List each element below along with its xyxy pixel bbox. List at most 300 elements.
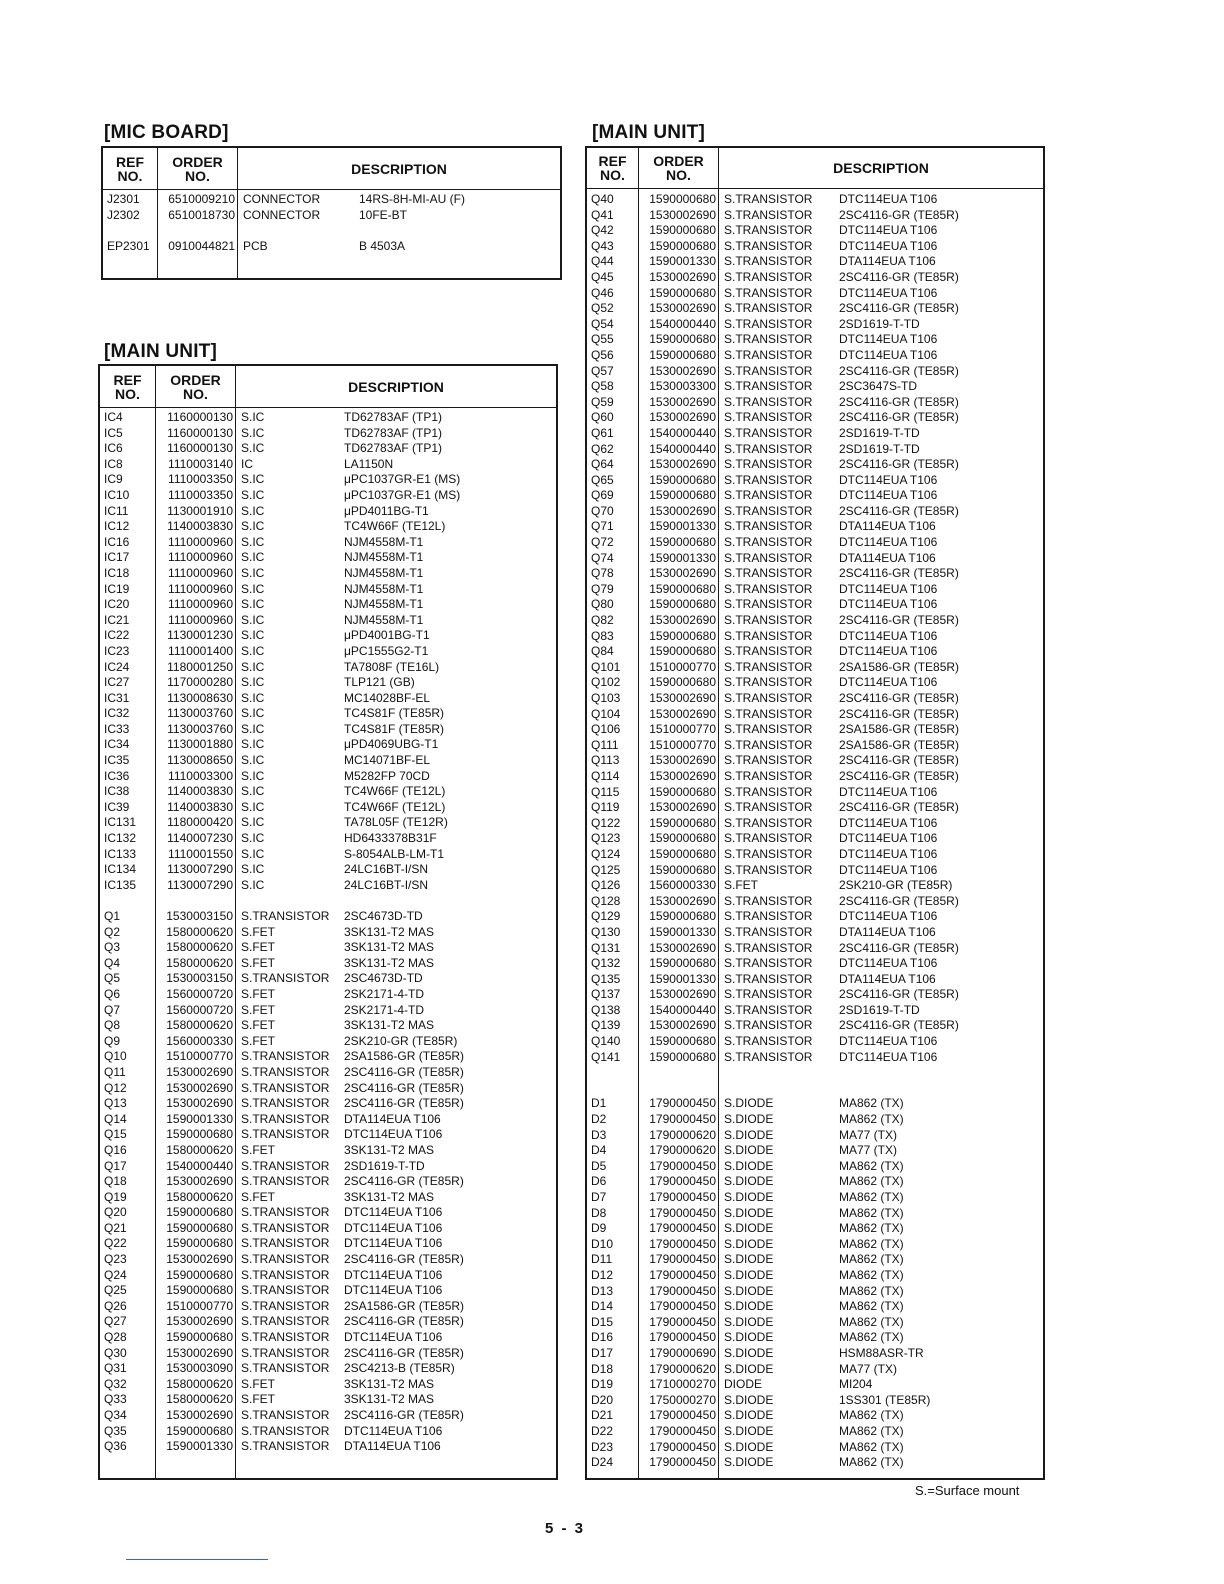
table-row — [100, 1252, 556, 1268]
part-type-cell: S.FET — [241, 1142, 276, 1157]
part-number-cell: μPC1037GR-E1 (MS) — [344, 472, 461, 487]
part-number-cell: 2SC4116-GR (TE85R) — [839, 940, 959, 955]
part-type-cell: S.TRANSISTOR — [241, 1111, 330, 1126]
part-number-cell: 2SC4116-GR (TE85R) — [344, 1408, 464, 1422]
part-number-cell: 2SC4116-GR (TE85R) — [344, 1314, 464, 1329]
ref-cell: Q19 — [104, 1189, 127, 1204]
part-number-cell: 2SK210-GR (TE85R) — [344, 1033, 458, 1048]
order-number-cell: 1790000450 — [649, 1408, 716, 1423]
ref-cell: Q24 — [104, 1267, 127, 1282]
table-row — [587, 504, 1043, 520]
order-number-cell: 1590000680 — [649, 581, 716, 596]
order-number-cell: 1790000620 — [649, 1361, 716, 1376]
table-row — [100, 784, 556, 800]
part-type-cell: S.IC — [241, 643, 265, 658]
order-number-cell: 1590000680 — [166, 1220, 233, 1235]
order-number-cell: 1590000680 — [649, 831, 716, 846]
part-type-cell: S.TRANSISTOR — [724, 753, 813, 768]
part-number-cell: 2SA1586-GR (TE85R) — [344, 1049, 465, 1064]
part-type-cell: S.DIODE — [724, 1455, 774, 1470]
part-type-cell: S.TRANSISTOR — [724, 831, 813, 846]
header-ref: REF NO. — [116, 153, 144, 184]
part-type-cell: S.IC — [241, 815, 265, 830]
part-number-cell: 2SC4116-GR (TE85R) — [839, 753, 959, 768]
part-number-cell: 2SK2171-4-TD — [344, 1002, 425, 1017]
header-ref: REF NO. — [598, 153, 627, 183]
order-number-cell: 1530002690 — [649, 940, 716, 955]
part-type-cell: S.FET — [724, 878, 759, 893]
part-number-cell: DTC114EUA T106 — [839, 223, 938, 238]
table-row — [587, 395, 1043, 411]
part-number-cell: DTC114EUA T106 — [839, 831, 938, 846]
table-row — [103, 223, 560, 239]
part-number-cell: MA862 (TX) — [839, 1190, 904, 1204]
order-number-cell: 1790000450 — [649, 1205, 716, 1220]
ref-cell: Q44 — [591, 254, 614, 269]
order-number-cell: 1530002690 — [166, 1408, 233, 1422]
part-number-cell: TD62783AF (TP1) — [344, 425, 443, 440]
part-type-cell: S.TRANSISTOR — [241, 1049, 330, 1064]
ref-cell: Q12 — [104, 1080, 127, 1095]
table-row — [587, 1190, 1043, 1206]
part-type-cell: S.TRANSISTOR — [724, 784, 813, 799]
part-type-cell: S.DIODE — [724, 1112, 774, 1127]
table-row — [100, 722, 556, 738]
part-type-cell: CONNECTOR — [243, 192, 321, 206]
part-type-cell: S.IC — [241, 441, 265, 456]
part-number-cell: DTC114EUA T106 — [839, 597, 938, 612]
table-row — [100, 831, 556, 847]
table-row — [587, 753, 1043, 769]
order-number-cell: 1590000680 — [649, 472, 716, 487]
order-number-cell: 1530002690 — [166, 1345, 233, 1360]
table-row — [587, 317, 1043, 333]
order-number-cell: 1160000130 — [167, 425, 233, 440]
part-number-cell: DTC114EUA T106 — [839, 488, 938, 503]
order-number-cell: 1590000680 — [649, 846, 716, 861]
table-row — [587, 332, 1043, 348]
ref-cell: Q59 — [591, 394, 614, 409]
table-row — [100, 550, 556, 566]
order-number-cell: 1590000680 — [166, 1127, 233, 1142]
table-row — [587, 1143, 1043, 1159]
ref-cell: IC131 — [104, 815, 137, 830]
part-number-cell: 2SC4116-GR (TE85R) — [344, 1096, 464, 1111]
ref-cell: Q33 — [104, 1392, 127, 1407]
order-number-cell: 1580000620 — [166, 924, 233, 939]
ref-cell: Q115 — [591, 784, 620, 799]
table-row — [100, 1112, 556, 1128]
table-row — [100, 582, 556, 598]
part-type-cell: S.TRANSISTOR — [724, 316, 813, 331]
ref-cell: IC33 — [104, 721, 130, 736]
part-number-cell: M5282FP 70CD — [344, 768, 430, 783]
table-row — [587, 956, 1043, 972]
order-number-cell: 1710000270 — [649, 1377, 716, 1392]
table-row — [587, 270, 1043, 286]
part-type-cell: S.DIODE — [724, 1174, 774, 1189]
part-number-cell: DTC114EUA T106 — [839, 472, 938, 487]
ref-cell: Q16 — [104, 1142, 127, 1157]
ref-cell: J2301 — [107, 192, 140, 206]
order-number-cell: 1590000680 — [649, 815, 716, 830]
part-number-cell: TA78L05F (TE12R) — [344, 815, 448, 830]
part-type-cell: S.IC — [241, 597, 265, 612]
order-number-cell: 1510000770 — [649, 722, 716, 737]
table-row — [587, 800, 1043, 816]
ref-cell: Q79 — [591, 581, 614, 596]
order-number-cell: 1790000450 — [649, 1190, 716, 1204]
order-number-cell: 1790000450 — [649, 1174, 716, 1189]
header-order: ORDER NO. — [170, 371, 221, 402]
table-row — [587, 1112, 1043, 1128]
table-row — [100, 769, 556, 785]
ref-cell: Q104 — [591, 706, 621, 721]
ref-cell: IC16 — [104, 534, 130, 549]
part-number-cell: μPD4069UBG-T1 — [344, 737, 439, 752]
order-number-cell: 1590001330 — [649, 254, 716, 269]
table-row — [100, 1018, 556, 1034]
table-row — [100, 1361, 556, 1377]
table-row — [100, 1392, 556, 1408]
table-row — [100, 660, 556, 676]
part-number-cell: 2SC4116-GR (TE85R) — [344, 1174, 464, 1189]
part-type-cell: S.TRANSISTOR — [724, 675, 813, 690]
part-number-cell: 2SC4116-GR (TE85R) — [839, 394, 959, 409]
part-type-cell: S.TRANSISTOR — [724, 301, 813, 316]
order-number-cell: 1540000440 — [649, 441, 716, 456]
part-number-cell: 2SC4116-GR (TE85R) — [839, 457, 959, 472]
part-type-cell: S.DIODE — [724, 1236, 774, 1251]
ref-cell: IC17 — [104, 550, 130, 565]
table-row — [100, 472, 556, 488]
part-number-cell: 2SD1619-T-TD — [839, 425, 920, 440]
part-type-cell: S.IC — [241, 503, 265, 518]
order-number-cell: 1590000680 — [649, 628, 716, 643]
ref-cell: Q65 — [591, 472, 614, 487]
part-number-cell: 2SC4116-GR (TE85R) — [839, 207, 959, 222]
part-number-cell: 2SD1619-T-TD — [344, 1158, 425, 1173]
order-number-cell: 1530002690 — [649, 269, 716, 284]
part-number-cell: 2SC4116-GR (TE85R) — [839, 613, 959, 628]
order-number-cell: 1530002690 — [649, 566, 716, 581]
table-row — [103, 192, 560, 208]
part-type-cell: S.TRANSISTOR — [724, 347, 813, 362]
part-type-cell: S.IC — [241, 659, 265, 674]
order-number-cell: 1590000680 — [166, 1267, 233, 1282]
part-type-cell: S.TRANSISTOR — [724, 971, 813, 986]
part-number-cell: NJM4558M-T1 — [344, 550, 424, 565]
part-type-cell: S.TRANSISTOR — [724, 1018, 813, 1033]
part-number-cell: HSM88ASR-TR — [839, 1345, 924, 1360]
order-number-cell: 1580000620 — [166, 955, 233, 970]
table-row — [100, 909, 556, 925]
part-number-cell: TD62783AF (TP1) — [344, 410, 443, 424]
part-number-cell: DTC114EUA T106 — [839, 815, 938, 830]
part-number-cell: MC14028BF-EL — [344, 690, 431, 705]
ref-cell: Q21 — [104, 1220, 127, 1235]
part-type-cell: S.DIODE — [724, 1423, 774, 1438]
order-number-cell: 1560000330 — [166, 1033, 233, 1048]
part-number-cell: TC4S81F (TE85R) — [344, 706, 445, 721]
part-type-cell: S.TRANSISTOR — [241, 1314, 330, 1329]
part-number-cell: MA862 (TX) — [839, 1112, 904, 1127]
ref-cell: Q22 — [104, 1236, 127, 1251]
table-row — [587, 473, 1043, 489]
ref-cell: Q60 — [591, 410, 614, 425]
table-row — [100, 1236, 556, 1252]
order-number-cell: 1110001400 — [168, 643, 233, 658]
table-row — [100, 1439, 556, 1455]
part-number-cell: DTA114EUA T106 — [839, 971, 936, 986]
order-number-cell: 1530002690 — [649, 207, 716, 222]
header-order: ORDER NO. — [653, 153, 704, 183]
order-number-cell: 1510000770 — [649, 659, 716, 674]
order-number-cell: 1530002690 — [166, 1174, 233, 1189]
part-number-cell: DTC114EUA T106 — [839, 1034, 938, 1049]
ref-cell: IC18 — [104, 565, 130, 580]
ref-cell: EP2301 — [107, 238, 150, 253]
order-number-cell: 1530002690 — [649, 410, 716, 425]
part-type-cell: S.IC — [241, 487, 265, 502]
part-number-cell: 3SK131-T2 MAS — [344, 955, 435, 970]
part-type-cell: S.TRANSISTOR — [724, 254, 813, 269]
part-number-cell: 2SA1586-GR (TE85R) — [839, 659, 960, 674]
order-number-cell: 1540000440 — [649, 1002, 716, 1017]
part-number-cell: 2SC4116-GR (TE85R) — [839, 800, 959, 815]
part-number-cell: μPD4011BG-T1 — [344, 503, 429, 518]
table-row — [587, 909, 1043, 925]
order-number-cell: 1130007290 — [167, 862, 233, 877]
table-row — [587, 426, 1043, 442]
table-row — [587, 239, 1043, 255]
part-number-cell: 2SC4116-GR (TE85R) — [344, 1345, 464, 1360]
table-row — [100, 488, 556, 504]
part-type-cell: S.TRANSISTOR — [724, 550, 813, 565]
mic-board-title: [MIC BOARD] — [104, 122, 229, 143]
table-row — [100, 1174, 556, 1190]
order-number-cell: 1530002690 — [649, 1018, 716, 1033]
part-number-cell: 2SK210-GR (TE85R) — [839, 878, 953, 893]
order-number-cell: 1790000690 — [649, 1345, 716, 1360]
ref-cell: Q114 — [591, 768, 620, 783]
table-row — [103, 239, 560, 255]
table-row — [100, 1190, 556, 1206]
part-number-cell: 3SK131-T2 MAS — [344, 1189, 435, 1204]
table-row — [100, 504, 556, 520]
ref-cell: D22 — [591, 1423, 614, 1438]
table-row — [100, 644, 556, 660]
part-number-cell: MA862 (TX) — [839, 1283, 904, 1298]
part-type-cell: S.IC — [241, 721, 265, 736]
table-row — [100, 1314, 556, 1330]
part-number-cell: DTC114EUA T106 — [839, 784, 938, 799]
part-type-cell: S.TRANSISTOR — [724, 659, 813, 674]
table-row — [100, 566, 556, 582]
part-type-cell: S.TRANSISTOR — [724, 394, 813, 409]
part-type-cell: S.TRANSISTOR — [724, 535, 813, 550]
part-type-cell: S.IC — [241, 628, 265, 643]
part-type-cell: S.TRANSISTOR — [724, 956, 813, 971]
ref-cell: D2 — [591, 1112, 607, 1127]
part-type-cell: S.FET — [241, 940, 276, 955]
part-type-cell: S.IC — [241, 753, 265, 768]
ref-cell: D8 — [591, 1205, 607, 1220]
part-number-cell: DTC114EUA T106 — [839, 332, 938, 347]
table-row — [100, 706, 556, 722]
part-number-cell: MA862 (TX) — [839, 1455, 904, 1470]
table-row — [100, 613, 556, 629]
part-type-cell: S.FET — [241, 1189, 276, 1204]
order-number-cell: 1590000680 — [649, 285, 716, 300]
table-row — [587, 223, 1043, 239]
ref-cell: Q119 — [591, 800, 620, 815]
table-body — [587, 192, 1043, 1471]
part-type-cell: S.FET — [241, 1018, 276, 1033]
order-number-cell: 1790000450 — [649, 1330, 716, 1345]
table-row — [587, 1408, 1043, 1424]
table-row — [587, 1284, 1043, 1300]
part-number-cell: DTC114EUA T106 — [839, 675, 938, 690]
ref-cell: D3 — [591, 1127, 607, 1142]
order-number-cell: 1530003150 — [166, 909, 233, 923]
part-number-cell: DTA114EUA T106 — [344, 1439, 441, 1454]
part-number-cell: MA862 (TX) — [839, 1330, 904, 1345]
ref-cell: Q72 — [591, 535, 614, 550]
table-row — [587, 987, 1043, 1003]
order-number-cell: 1590001330 — [649, 924, 716, 939]
table-row — [587, 1065, 1043, 1081]
part-type-cell: S.TRANSISTOR — [724, 644, 813, 659]
table-row — [587, 878, 1043, 894]
part-type-cell: S.TRANSISTOR — [724, 238, 813, 253]
table-row — [587, 1018, 1043, 1034]
part-number-cell: TC4W66F (TE12L) — [344, 784, 446, 799]
part-type-cell: S.IC — [241, 831, 265, 846]
table-row — [587, 769, 1043, 785]
ref-cell: Q3 — [104, 940, 121, 955]
part-type-cell: S.TRANSISTOR — [241, 1267, 330, 1282]
part-number-cell: 2SC4673D-TD — [344, 909, 423, 923]
table-row — [100, 1096, 556, 1112]
part-number-cell: TC4W66F (TE12L) — [344, 799, 446, 814]
part-number-cell: 24LC16BT-I/SN — [344, 862, 429, 877]
header-description: DESCRIPTION — [351, 160, 447, 177]
ref-cell: D18 — [591, 1361, 614, 1376]
order-number-cell: 1580000620 — [166, 1376, 233, 1391]
table-row — [587, 208, 1043, 224]
order-number-cell: 1110003350 — [168, 487, 233, 502]
ref-cell: Q135 — [591, 971, 621, 986]
ref-cell: Q129 — [591, 909, 621, 924]
part-number-cell: MA862 (TX) — [839, 1205, 904, 1220]
order-number-cell: 1590000680 — [649, 784, 716, 799]
table-row — [100, 1143, 556, 1159]
ref-cell: Q139 — [591, 1018, 621, 1033]
order-number-cell: 1590000680 — [166, 1330, 233, 1345]
part-number-cell: DTC114EUA T106 — [839, 347, 938, 362]
part-type-cell: CONNECTOR — [243, 207, 321, 222]
ref-cell: Q101 — [591, 659, 621, 674]
part-number-cell: DTC114EUA T106 — [839, 956, 938, 971]
order-number-cell: 1590000680 — [649, 535, 716, 550]
part-number-cell: 2SC4116-GR (TE85R) — [839, 410, 959, 425]
part-type-cell: S.TRANSISTOR — [241, 1127, 330, 1142]
order-number-cell: 1140003830 — [167, 784, 233, 799]
table-row — [100, 457, 556, 473]
ref-cell: IC19 — [104, 581, 130, 596]
table-row — [100, 956, 556, 972]
part-type-cell: S.IC — [241, 472, 265, 487]
order-number-cell: 1790000450 — [649, 1439, 716, 1454]
table-row — [587, 831, 1043, 847]
part-type-cell: S.DIODE — [724, 1361, 774, 1376]
part-type-cell: S.IC — [241, 690, 265, 705]
ref-cell: D19 — [591, 1377, 614, 1392]
order-number-cell: 1540000440 — [649, 425, 716, 440]
ref-cell: IC4 — [104, 410, 123, 424]
part-number-cell: 2SC4116-GR (TE85R) — [839, 363, 959, 378]
table-row — [100, 1330, 556, 1346]
table-row — [100, 597, 556, 613]
header-description: DESCRIPTION — [348, 378, 444, 395]
part-type-cell: S.TRANSISTOR — [724, 566, 813, 581]
table-row — [100, 737, 556, 753]
table-row — [587, 1330, 1043, 1346]
part-type-cell: S.TRANSISTOR — [241, 1080, 330, 1095]
part-number-cell: DTC114EUA T106 — [344, 1423, 443, 1438]
part-type-cell: S.DIODE — [724, 1267, 774, 1282]
part-type-cell: S.FET — [241, 1376, 276, 1391]
part-type-cell: S.IC — [241, 425, 265, 440]
order-number-cell: 1590000680 — [649, 1049, 716, 1064]
part-number-cell: 2SC4673D-TD — [344, 971, 423, 986]
ref-cell: Q106 — [591, 722, 621, 737]
ref-cell: IC132 — [104, 831, 137, 846]
ref-cell: Q140 — [591, 1034, 621, 1049]
order-number-cell: 1530002690 — [649, 613, 716, 628]
ref-cell: D20 — [591, 1392, 614, 1407]
order-number-cell: 1110003140 — [168, 456, 233, 471]
ref-cell: Q23 — [104, 1252, 127, 1267]
ref-cell: IC23 — [104, 643, 130, 658]
part-number-cell: DTC114EUA T106 — [839, 238, 938, 253]
part-number-cell: 2SA1586-GR (TE85R) — [839, 722, 960, 737]
table-row — [587, 941, 1043, 957]
ref-cell: Q11 — [104, 1064, 126, 1079]
order-number-cell: 1590001330 — [166, 1111, 233, 1126]
part-type-cell: S.IC — [241, 768, 265, 783]
part-type-cell: S.TRANSISTOR — [724, 597, 813, 612]
part-type-cell: PCB — [243, 238, 268, 253]
table-row — [587, 660, 1043, 676]
ref-cell: Q103 — [591, 691, 621, 705]
part-type-cell: S.TRANSISTOR — [241, 1345, 330, 1360]
table-row — [587, 1424, 1043, 1440]
ref-cell: IC5 — [104, 425, 123, 440]
ref-cell: D1 — [591, 1096, 607, 1111]
table-row — [587, 1159, 1043, 1175]
table-header — [100, 366, 556, 408]
main-unit-left-table — [98, 364, 558, 1480]
part-number-cell: 2SC4116-GR (TE85R) — [344, 1080, 464, 1095]
table-row — [587, 1440, 1043, 1456]
part-type-cell: S.TRANSISTOR — [724, 441, 813, 456]
table-row — [587, 1362, 1043, 1378]
part-type-cell: S.TRANSISTOR — [724, 223, 813, 238]
order-number-cell: 1530003090 — [166, 1361, 233, 1376]
part-type-cell: S.FET — [241, 986, 276, 1001]
